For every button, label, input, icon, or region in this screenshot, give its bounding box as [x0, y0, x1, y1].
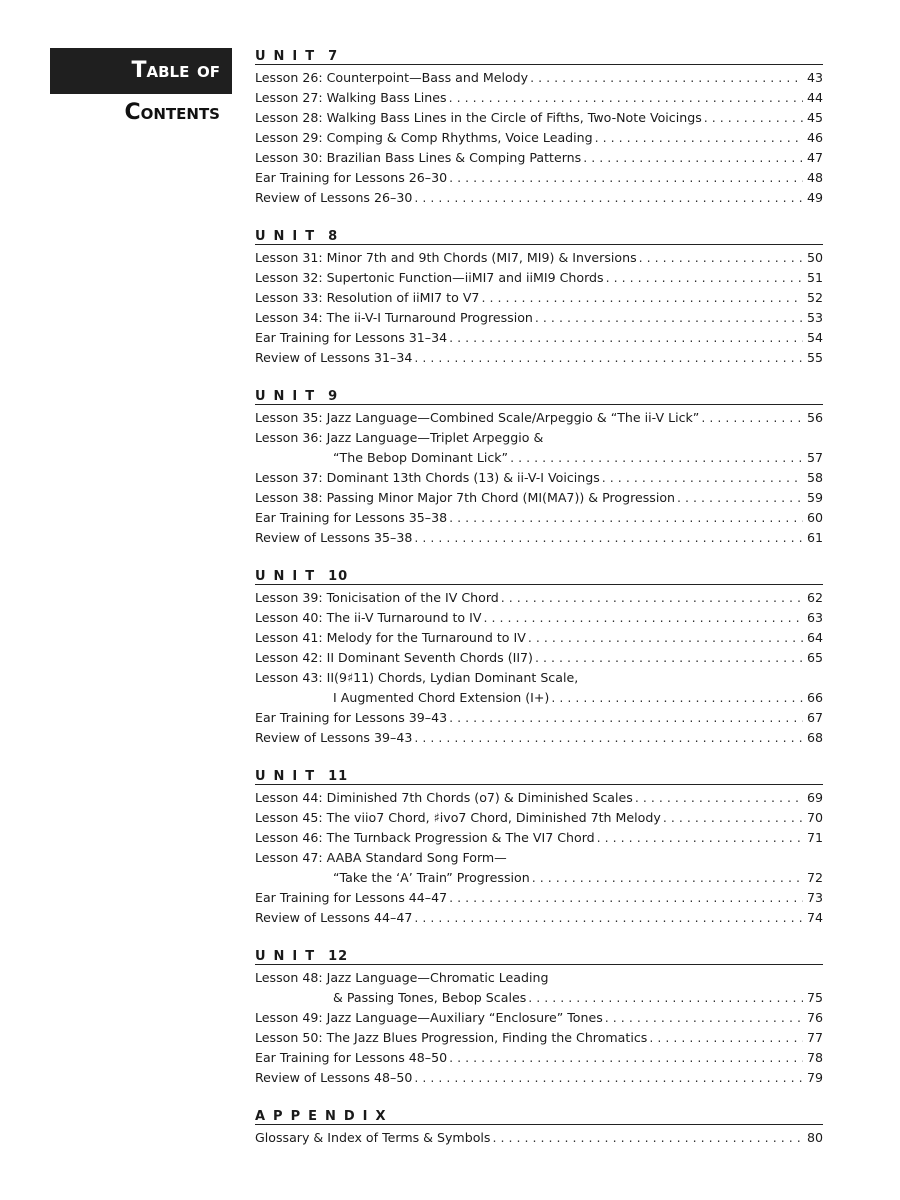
unit-heading: [255, 946, 823, 965]
toc-entry-title: Review of Lessons 35–38: [255, 530, 413, 545]
toc-entry-continuation: “The Bebop Dominant Lick”: [333, 450, 509, 465]
unit-number: 11: [328, 769, 349, 784]
unit-number: 7: [328, 49, 339, 64]
page-number: 46: [806, 130, 823, 145]
dot-leader: [597, 828, 803, 848]
dot-leader: [449, 708, 803, 728]
page-number: 43: [806, 70, 823, 85]
toc-entry-title: Lesson 26: Counterpoint—Bass and Melody: [255, 70, 529, 85]
unit-number: 9: [328, 389, 339, 404]
toc-entry-title: Lesson 44: Diminished 7th Chords (o7) & Diminished Scales: [255, 790, 633, 805]
page-number: 47: [806, 150, 823, 165]
dot-leader: [414, 188, 803, 208]
toc-entry-title: Lesson 39: Tonicisation of the IV Chord: [255, 590, 499, 605]
page-number: 44: [806, 90, 823, 105]
dot-leader: [701, 408, 803, 428]
toc-entry[interactable]: [255, 268, 823, 288]
page-number: 53: [806, 310, 823, 325]
toc-entry-title: Lesson 41: Melody for the Turnaround to IV: [255, 630, 526, 645]
toc-entry-title: Ear Training for Lessons 35–38: [255, 510, 448, 525]
page-number: 66: [806, 690, 823, 705]
page-number: 78: [806, 1050, 823, 1065]
unit-label: UNIT: [255, 769, 323, 784]
toc-entry-title: Ear Training for Lessons 26–30: [255, 170, 448, 185]
toc-entry[interactable]: [255, 148, 823, 168]
toc-entry-continuation: “Take the ‘A’ Train” Progression: [333, 870, 530, 885]
unit-section: [255, 1106, 823, 1148]
dot-leader: [583, 148, 803, 168]
toc-entry[interactable]: [255, 1028, 823, 1048]
page-number: 61: [806, 530, 823, 545]
toc-entry-title: Ear Training for Lessons 39–43: [255, 710, 448, 725]
page-number: 77: [806, 1030, 823, 1045]
toc-entry-title: Review of Lessons 48–50: [255, 1070, 413, 1085]
toc-entry[interactable]: [255, 888, 823, 908]
dot-leader: [449, 168, 803, 188]
page-number: 72: [806, 870, 823, 885]
page-number: 76: [806, 1010, 823, 1025]
dot-leader: [602, 468, 803, 488]
page-number: 60: [806, 510, 823, 525]
toc-entry-title: Glossary & Index of Terms & Symbols: [255, 1130, 491, 1145]
unit-section: [255, 766, 823, 928]
unit-section: [255, 226, 823, 368]
dot-leader: [635, 788, 803, 808]
page-number: 56: [806, 410, 823, 425]
toc-heading-box: [50, 48, 232, 94]
dot-leader: [704, 108, 803, 128]
page-number: 79: [806, 1070, 823, 1085]
toc-entry-title: Lesson 35: Jazz Language—Combined Scale/Arpeggio & “The ii-V Lick”: [255, 410, 700, 425]
dot-leader: [510, 448, 803, 468]
dot-leader: [595, 128, 803, 148]
unit-label: UNIT: [255, 229, 323, 244]
dot-leader: [535, 308, 803, 328]
toc-entry[interactable]: [255, 588, 823, 608]
toc-entry[interactable]: [255, 348, 823, 368]
page-number: 52: [806, 290, 823, 305]
page-number: 57: [806, 450, 823, 465]
toc-entry-title: Lesson 28: Walking Bass Lines in the Circle of Fifths, Two-Note Voicings: [255, 110, 702, 125]
unit-heading: [255, 386, 823, 405]
toc-entry-title: Lesson 46: The Turnback Progression & The VI7 Chord: [255, 830, 595, 845]
dot-leader: [414, 728, 803, 748]
page-number: 69: [806, 790, 823, 805]
dot-leader: [649, 1028, 803, 1048]
page-number: 75: [806, 990, 823, 1005]
page-number: 50: [806, 250, 823, 265]
unit-heading: [255, 226, 823, 245]
page-number: 62: [806, 590, 823, 605]
toc-entry-title: Review of Lessons 31–34: [255, 350, 413, 365]
toc-list: [255, 46, 823, 1166]
toc-entry[interactable]: [255, 288, 823, 308]
toc-entry-title: Lesson 27: Walking Bass Lines: [255, 90, 447, 105]
toc-entry[interactable]: [255, 908, 823, 928]
unit-heading: [255, 766, 823, 785]
toc-entry[interactable]: [255, 528, 823, 548]
toc-entry[interactable]: [255, 728, 823, 748]
unit-section: [255, 566, 823, 748]
toc-entry[interactable]: [255, 608, 823, 628]
dot-leader: [530, 68, 803, 88]
toc-entry[interactable]: [255, 168, 823, 188]
toc-entry-title: Lesson 45: The viio7 Chord, ♯ivo7 Chord, Diminished 7th Melody: [255, 810, 661, 825]
toc-heading-line2: Contents: [124, 100, 220, 125]
page-number: 45: [806, 110, 823, 125]
toc-entry[interactable]: [255, 688, 823, 708]
dot-leader: [414, 1068, 803, 1088]
page-number: 70: [806, 810, 823, 825]
dot-leader: [606, 268, 803, 288]
page-number: 63: [806, 610, 823, 625]
toc-entry-title: Lesson 36: Jazz Language—Triplet Arpeggio &: [255, 430, 544, 445]
toc-entry[interactable]: [255, 468, 823, 488]
toc-entry-title: Lesson 31: Minor 7th and 9th Chords (MI7, MI9) & Inversions: [255, 250, 637, 265]
page-number: 48: [806, 170, 823, 185]
page-number: 68: [806, 730, 823, 745]
toc-entry-title: Lesson 42: II Dominant Seventh Chords (II7): [255, 650, 533, 665]
toc-entry[interactable]: [255, 408, 823, 428]
toc-entry[interactable]: [255, 828, 823, 848]
unit-section: [255, 386, 823, 548]
toc-entry-title: Lesson 47: AABA Standard Song Form—: [255, 850, 507, 865]
toc-entry[interactable]: [255, 328, 823, 348]
toc-entry[interactable]: [255, 448, 823, 468]
dot-leader: [449, 508, 803, 528]
page-number: 55: [806, 350, 823, 365]
dot-leader: [535, 648, 803, 668]
toc-entry-title: Lesson 30: Brazilian Bass Lines & Comping Patterns: [255, 150, 582, 165]
dot-leader: [528, 988, 803, 1008]
unit-heading: [255, 1106, 823, 1125]
dot-leader: [532, 868, 803, 888]
dot-leader: [605, 1008, 803, 1028]
toc-entry[interactable]: [255, 108, 823, 128]
page-number: 73: [806, 890, 823, 905]
toc-entry[interactable]: [255, 508, 823, 528]
dot-leader: [481, 288, 803, 308]
page-number: 51: [806, 270, 823, 285]
unit-heading: [255, 566, 823, 585]
toc-entry[interactable]: [255, 68, 823, 88]
toc-entry-title: Lesson 34: The ii-V-I Turnaround Progression: [255, 310, 533, 325]
unit-label: APPENDIX: [255, 1109, 394, 1124]
dot-leader: [449, 88, 803, 108]
page-number: 64: [806, 630, 823, 645]
toc-entry-title: Review of Lessons 39–43: [255, 730, 413, 745]
dot-leader: [414, 908, 803, 928]
unit-label: UNIT: [255, 389, 323, 404]
dot-leader: [677, 488, 803, 508]
toc-entry[interactable]: [255, 1008, 823, 1028]
unit-heading: [255, 46, 823, 65]
toc-entry-title: Review of Lessons 44–47: [255, 910, 413, 925]
page-number: 74: [806, 910, 823, 925]
page-number: 54: [806, 330, 823, 345]
toc-entry-title: Lesson 50: The Jazz Blues Progression, Finding the Chromatics: [255, 1030, 648, 1045]
toc-entry[interactable]: [255, 308, 823, 328]
page-number: 67: [806, 710, 823, 725]
dot-leader: [414, 528, 803, 548]
dot-leader: [449, 1048, 803, 1068]
toc-entry[interactable]: [255, 188, 823, 208]
unit-label: UNIT: [255, 949, 323, 964]
dot-leader: [501, 588, 803, 608]
toc-entry-title: Ear Training for Lessons 48–50: [255, 1050, 448, 1065]
dot-leader: [528, 628, 803, 648]
toc-entry[interactable]: [255, 88, 823, 108]
unit-number: 10: [328, 569, 349, 584]
toc-entry[interactable]: [255, 628, 823, 648]
unit-number: 12: [328, 949, 349, 964]
dot-leader: [551, 688, 803, 708]
toc-entry[interactable]: [255, 248, 823, 268]
toc-heading-line1: Table of: [131, 58, 220, 83]
toc-entry[interactable]: [255, 708, 823, 728]
unit-section: [255, 946, 823, 1088]
unit-label: UNIT: [255, 569, 323, 584]
dot-leader: [449, 328, 803, 348]
toc-heading: [50, 48, 232, 125]
toc-entry[interactable]: [255, 1048, 823, 1068]
toc-entry-title: Review of Lessons 26–30: [255, 190, 413, 205]
toc-entry[interactable]: [255, 488, 823, 508]
toc-entry[interactable]: [255, 988, 823, 1008]
toc-entry-continuation: I Augmented Chord Extension (I+): [333, 690, 550, 705]
toc-entry-title: Lesson 32: Supertonic Function—iiMI7 and iiMI9 Chords: [255, 270, 604, 285]
dot-leader: [663, 808, 803, 828]
toc-entry-title: Lesson 33: Resolution of iiMI7 to V7: [255, 290, 480, 305]
dot-leader: [483, 608, 803, 628]
page-number: 59: [806, 490, 823, 505]
toc-entry[interactable]: [255, 788, 823, 808]
toc-entry-title: Lesson 43: II(9♯11) Chords, Lydian Dominant Scale,: [255, 670, 579, 685]
toc-entry[interactable]: [255, 1128, 823, 1148]
toc-entry[interactable]: [255, 128, 823, 148]
dot-leader: [414, 348, 803, 368]
page-number: 58: [806, 470, 823, 485]
page-number: 71: [806, 830, 823, 845]
toc-entry[interactable]: [255, 648, 823, 668]
toc-entry-title: Lesson 38: Passing Minor Major 7th Chord (MI(MA7)) & Progression: [255, 490, 676, 505]
dot-leader: [449, 888, 803, 908]
dot-leader: [639, 248, 803, 268]
toc-entry-title: Ear Training for Lessons 31–34: [255, 330, 448, 345]
page-number: 80: [806, 1130, 823, 1145]
unit-label: UNIT: [255, 49, 323, 64]
unit-section: [255, 46, 823, 208]
toc-entry-continuation: & Passing Tones, Bebop Scales: [333, 990, 527, 1005]
toc-entry-title: Lesson 37: Dominant 13th Chords (13) & ii-V-I Voicings: [255, 470, 600, 485]
toc-entry[interactable]: [255, 808, 823, 828]
toc-entry-title: Lesson 48: Jazz Language—Chromatic Leading: [255, 970, 549, 985]
toc-entry[interactable]: [255, 1068, 823, 1088]
toc-entry-title: Lesson 29: Comping & Comp Rhythms, Voice Leading: [255, 130, 593, 145]
toc-entry[interactable]: [255, 868, 823, 888]
page-number: 49: [806, 190, 823, 205]
dot-leader: [492, 1128, 803, 1148]
toc-entry-title: Lesson 49: Jazz Language—Auxiliary “Enclosure” Tones: [255, 1010, 603, 1025]
page-number: 65: [806, 650, 823, 665]
toc-entry-title: Ear Training for Lessons 44–47: [255, 890, 448, 905]
toc-entry-title: Lesson 40: The ii-V Turnaround to IV: [255, 610, 482, 625]
unit-number: 8: [328, 229, 339, 244]
